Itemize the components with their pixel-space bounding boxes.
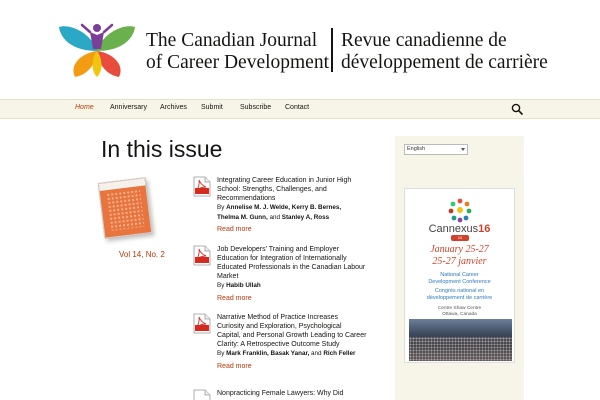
read-more-link[interactable]: Read more bbox=[217, 362, 252, 370]
nav-item-home[interactable]: Home bbox=[75, 104, 94, 111]
ad-conference-french: Congrès national en développement de carrière bbox=[426, 288, 493, 301]
cannexus-logo-icon bbox=[445, 197, 475, 223]
nav-item-anniversary[interactable]: Anniversary bbox=[110, 104, 147, 111]
chevron-down-icon bbox=[461, 148, 465, 151]
language-select[interactable]: English bbox=[404, 144, 468, 155]
nav-item-archives[interactable]: Archives bbox=[160, 104, 187, 111]
article-title-link[interactable]: Integrating Career Education in Junior High School: Strengths, Challenges, and Recommendations bbox=[217, 177, 352, 202]
site-header bbox=[0, 0, 600, 100]
article-title-link[interactable]: Narrative Method of Practice Increases Curiosity and Exploration, Psychological Capital, and Personal Growth Leading to Career Clarity: A Retrospective Outcome Study bbox=[217, 314, 367, 348]
search-icon[interactable] bbox=[511, 103, 523, 115]
ad-anniversary-badge: 10 bbox=[451, 235, 469, 241]
title-divider bbox=[331, 28, 333, 72]
ad-date-french: 25-27 janvier bbox=[432, 256, 487, 267]
nav-item-contact[interactable]: Contact bbox=[285, 104, 310, 111]
article-title-link[interactable]: Job Developers' Training and Employer Education for Integration of Internationally Educated Professionals in the Canadian Labour Market bbox=[217, 246, 366, 280]
issue-cover-image[interactable] bbox=[98, 177, 152, 238]
sidebar bbox=[395, 136, 524, 400]
pdf-icon[interactable] bbox=[193, 245, 211, 266]
ad-venue: Centre Shaw Centre Ottawa, Canada bbox=[437, 306, 482, 317]
pdf-icon[interactable] bbox=[193, 313, 211, 334]
pdf-icon[interactable] bbox=[193, 176, 211, 197]
ad-conference-english: National Career Development Conference bbox=[428, 272, 491, 285]
butterfly-logo-icon[interactable] bbox=[57, 19, 137, 79]
cannexus-ad-banner[interactable] bbox=[404, 188, 515, 363]
article-authors: By Annelise M. J. Welde, Kerry B. Bernes, Thelma M. Gunn, and Stanley A, Ross bbox=[217, 204, 342, 221]
main-navigation bbox=[0, 99, 600, 119]
read-more-link[interactable]: Read more bbox=[217, 294, 252, 302]
article-title-link[interactable]: Nonpracticing Female Lawyers: Why Did bbox=[217, 390, 344, 397]
article-authors: By Mark Franklin, Basak Yanar, and Rich Feller bbox=[217, 350, 356, 357]
conference-crowd-photo bbox=[409, 319, 512, 361]
nav-item-subscribe[interactable]: Subscribe bbox=[240, 104, 272, 111]
pdf-icon[interactable] bbox=[193, 389, 211, 400]
journal-title-english[interactable]: The Canadian Journal of Career Development bbox=[146, 30, 330, 73]
nav-item-submit[interactable]: Submit bbox=[201, 104, 223, 111]
ad-date-english: January 25-27 bbox=[430, 244, 489, 255]
journal-title-french[interactable]: Revue canadienne de développement de carrière bbox=[341, 30, 548, 73]
article-authors: By Habib Ullah bbox=[217, 282, 261, 289]
page-title: In this issue bbox=[101, 136, 223, 162]
ad-brand-name: Cannexus16 bbox=[428, 223, 491, 235]
issue-volume-link[interactable]: Vol 14, No. 2 bbox=[119, 250, 165, 259]
read-more-link[interactable]: Read more bbox=[217, 226, 252, 233]
